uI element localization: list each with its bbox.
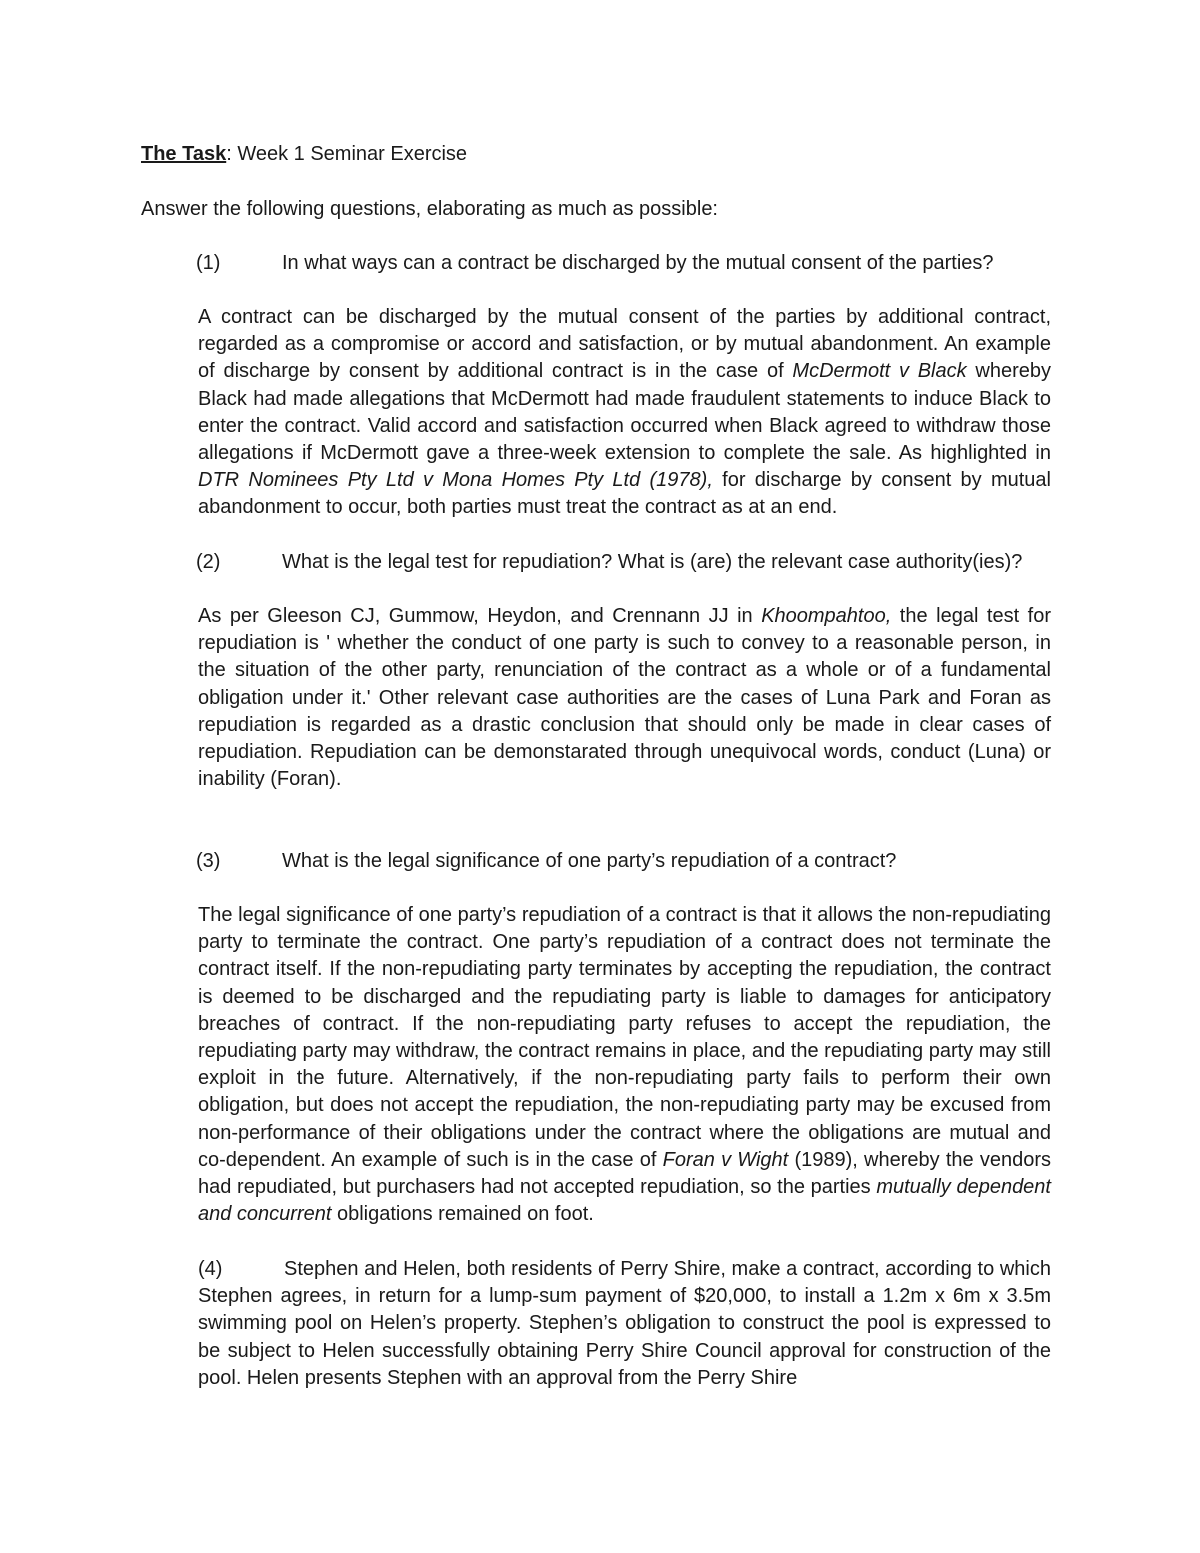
answer-text: obligations remained on foot. (331, 1203, 594, 1226)
page-title (141, 141, 467, 168)
answer-2 (198, 603, 1051, 793)
answer-text: The legal significance of one party’s repudiation of a contract is that it allows the non-repudiating party to terminate the contract. One party’s repudiation of a contract does not terminate the contract itself. If the non-repudiating party terminates by accepting the repudiation, the contract is deemed to be discharged and the repudiating party is liable to damages for anticipatory breaches of contract. If the non-repudiating party refuses to accept the repudiation, the repudiating party may withdraw, the contract remains in place, and the repudiating party may still exploit in the future. Alternatively, if the non-repudiating party fails to perform their own obligation, but does not accept the repudiation, the non-repudiating party may be excused from non-performance of their obligations under the contract where the obligations are mutual and co-dependent. An example of such is in the case of (198, 904, 1051, 1171)
question-text: Stephen and Helen, both residents of Perry Shire, make a contract, according to which Stephen agrees, in return for a lump-sum payment of $20,000, to install a 1.2m x 6m x 3.5m swimming pool on Helen’s property. Stephen’s obligation to construct the pool is expressed to be subject to Helen successfully obtaining Perry Shire Council approval for construction of the pool. Helen presents Stephen with an approval from the Perry Shire (198, 1258, 1051, 1389)
answer-text: whereby Black had made allegations that McDermott had made fraudulent statements to induce Black to enter the contract. Valid accord and satisfaction occurred when Black agreed to withdraw those allegations if McDermott gave a three-week extension to complete the sale. As highlighted in (198, 360, 1052, 465)
question-number: (2) (196, 551, 221, 573)
task-label: The Task (141, 143, 227, 165)
answer-text: for discharge by consent by mutual abandonment to occur, both parties must treat the contract as at an end. (198, 469, 1051, 519)
case-citation: McDermott v Black (792, 360, 967, 383)
question-number: (3) (196, 850, 221, 872)
question-2 (196, 549, 1051, 576)
question-1 (196, 250, 1051, 277)
answer-text: As per Gleeson CJ, Gummow, Heydon, and Crennann JJ in (198, 605, 762, 627)
question-3 (196, 848, 1051, 875)
question-text: What is the legal test for repudiation? What is (are) the relevant case authority(ies)? (282, 551, 1023, 573)
answer-text: the legal test for repudiation is ' whether the conduct of one party is such to convey to a reasonable person, in the situation of the other party, renunciation of the contract as a whole or of a fundamental obligation under it.' Other relevant case authorities are the cases of Luna Park and Foran as repudiation is regarded as a drastic conclusion that should only be made in clear cases of repudiation. Repudiation can be demonstarated through unequivocal words, conduct (Luna) or inability (Foran). (198, 605, 1051, 791)
answer-3 (198, 902, 1051, 1228)
question-4 (198, 1256, 1051, 1392)
case-citation: Khoompahtoo, (761, 605, 892, 627)
question-number: (4) (198, 1258, 223, 1280)
task-title-rest: : Week 1 Seminar Exercise (226, 143, 468, 165)
case-citation: Foran v Wight (662, 1148, 789, 1171)
answer-text: A contract can be discharged by the mutual consent of the parties by additional contract, regarded as a compromise or accord and satisfaction, or by mutual abandonment. An example of discharge by consent by additional contract is in the case of (198, 306, 1051, 383)
question-text: In what ways can a contract be discharged by the mutual consent of the parties? (282, 252, 994, 274)
question-text: What is the legal significance of one party’s repudiation of a contract? (282, 850, 897, 872)
case-citation: DTR Nominees Pty Ltd v Mona Homes Pty Ltd (1978), (198, 469, 713, 492)
question-number: (1) (196, 252, 221, 274)
answer-text: (1989), whereby the vendors had repudiated, but purchasers had not accepted repudiation, so the parties (198, 1148, 1051, 1199)
answer-1 (198, 304, 1051, 522)
emphasis-text: mutually dependent and concurrent (198, 1176, 1051, 1226)
instructions-text: Answer the following questions, elaborating as much as possible: (141, 198, 718, 220)
